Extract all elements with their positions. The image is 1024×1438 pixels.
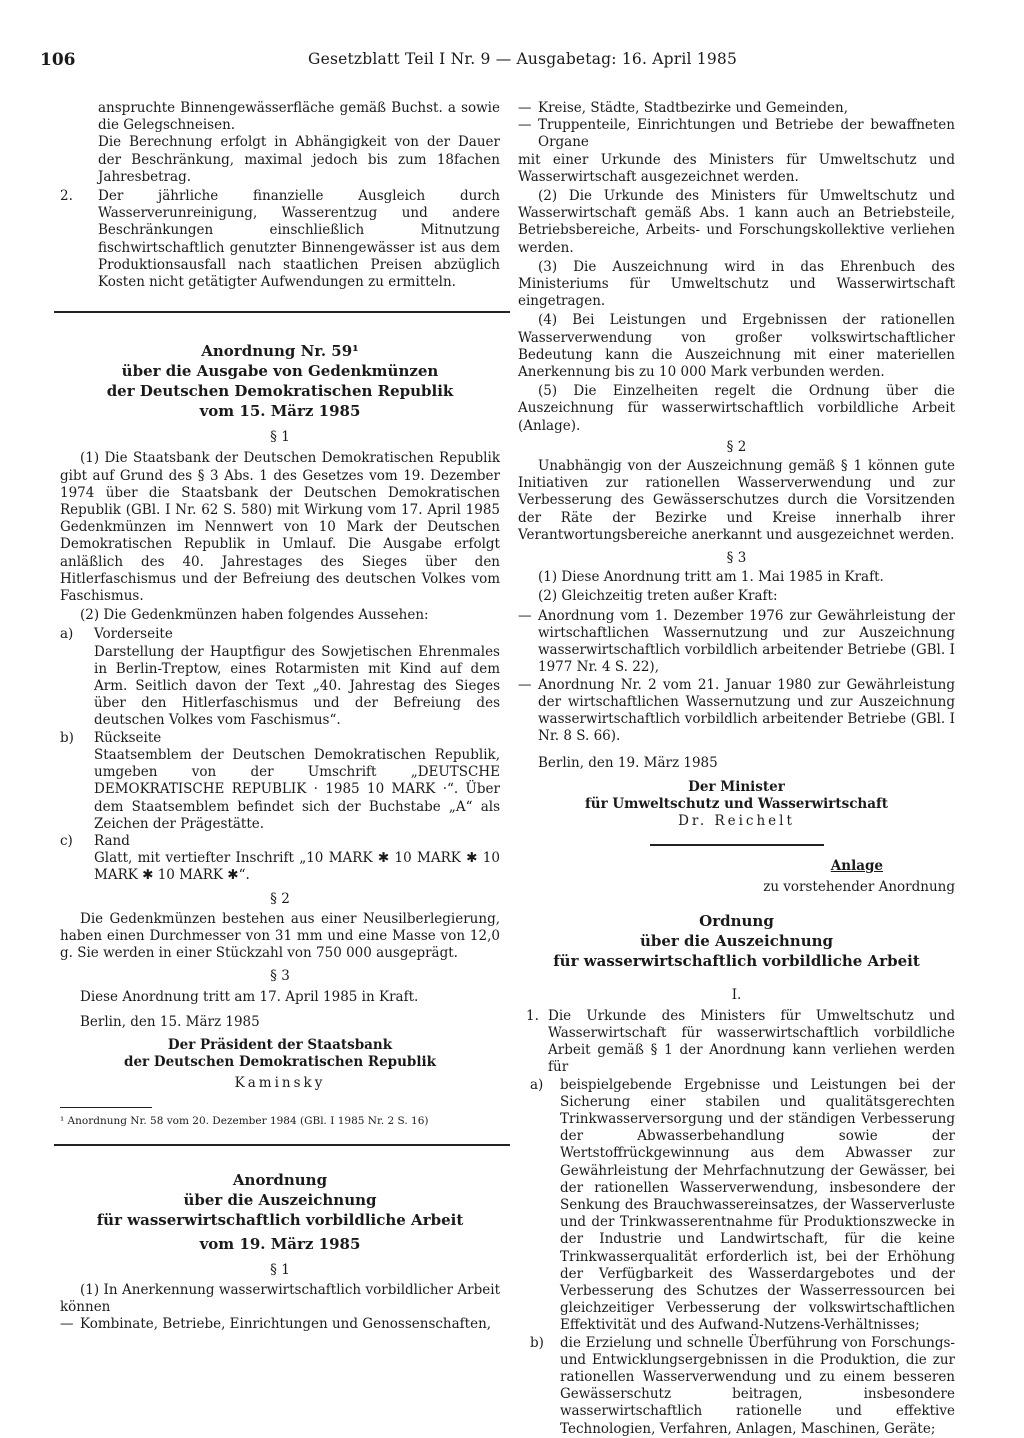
item-heading: Rückseite [94,729,162,746]
item-text: beispielgebende Ergebnisse und Leistungen bei der Sicherung einer stabilen und qualitätsgerechten Trinkwasserversorgung und der ständigen Verbesserung der Abwasserbehandlung sowie der Wertstoffrückgewinnung aus dem Abwasser zur Gewährleistung der Mehrfachnutzung der Gewässer, bei der rationellen Wasserverwendung, insbesondere der Senkung des Brauchwassereinsatzes, der Wasserverluste und der Trinkwasserentnahme für Produktionszwecke in der Industrie und Landwirtschaft, für die keine Trinkwasserqualität erforderlich ist, bei der Erhöhung der Verfügbarkeit des Wasserdargebotes und der Verbesserung des Schutzes der Wasserressourcen bei gleichzeitiger Verbesserung der volkswirtschaftlichen Effektivität und des Aufwand-Nutzens-Verhältnisses; [560,1076,955,1334]
item-text: Anordnung vom 1. Dezember 1976 zur Gewährleistung der wirtschaftlichen Wassernutzung und zur Auszeichnung wasserwirtschaftlich vorbildlich arbeitender Betriebe (GBl. I 1977 Nr. 4 S. 22), [538,607,955,676]
title-line: Anordnung [232,1170,328,1189]
item-heading: Rand [94,832,130,849]
signature-title: Der Minister [688,778,785,795]
paragraph: (2) Gleichzeitig treten außer Kraft: [538,588,778,605]
item-text: Darstellung der Hauptfigur des Sowjetischen Ehrenmales in Berlin-Treptow, eines Rotarmisten mit Kind auf dem Arm. Seitlich davon der Text „40. Jahrestag des Sieges über den Hitlerfaschismus und der Befreiung des deutschen Volkes vom Faschismus“. [94,643,500,729]
paragraph: (3) Die Auszeichnung wird in das Ehrenbuch des Ministeriums für Umweltschutz und Wasserwirtschaft eingetragen. [518,258,955,310]
dash-marker: — [518,607,532,624]
paragraph: Unabhängig von der Auszeichnung gemäß § 1 können gute Initiativen zur rationellen Wasserverwendung und zur Verbesserung des Gewässerschutzes durch die Vorsitzenden der Räte der Bezirke und Kreise innerhalb ihrer Verantwortungsbereiche anerkannt und ausgezeichnet werden. [518,458,955,543]
section-heading: § 3 [270,968,290,985]
item-label: b) [60,729,74,746]
list-item [60,188,500,291]
list-item [518,117,955,151]
list-item [60,730,500,833]
section-divider [650,844,824,846]
list-item [518,1335,955,1438]
anordnung-award-title [60,1170,500,1254]
paragraph: (1) Diese Anordnung tritt am 1. Mai 1985 in Kraft. [538,569,884,586]
list-item [60,833,500,885]
item-text: Anordnung Nr. 2 vom 21. Januar 1980 zur Gewährleistung der wirtschaftlichen Wassernutzung und zur Auszeichnung wasserwirtschaftlich vorbildlich arbeitender Betriebe (GBl. I Nr. 8 S. 66). [538,676,955,745]
place-date: Berlin, den 15. März 1985 [80,1013,260,1030]
paragraph: (2) Die Gedenkmünzen haben folgendes Aussehen: [80,607,429,624]
item-text: Staatsemblem der Deutschen Demokratischen Republik, umgeben von der Umschrift „DEUTSCHE DEMOKRATISCHE REPUBLIK · 1985 10 MARK ·“. Über dem Staatsemblem befindet sich der Buchstabe „A“ als Zeichen der Prägestätte. [94,746,500,832]
footnote-rule [60,1107,152,1108]
place-date: Berlin, den 19. März 1985 [538,755,718,772]
item-label: a) [530,1076,544,1093]
page-number: 106 [40,50,76,70]
section-heading: § 1 [270,1261,290,1278]
right-column [518,100,955,1438]
title-line: vom 19. März 1985 [199,1234,361,1253]
paragraph: (2) Die Urkunde des Ministers für Umweltschutz und Wasserwirtschaft gemäß Abs. 1 kann auch an Betriebsteile, Betriebsbereiche, Arbeits- und Forschungskollektive verliehen werden. [518,188,955,256]
anlage-subtitle: zu vorstehender Anordnung [763,879,955,896]
title-line: über die Ausgabe von Gedenkmünzen [121,362,439,381]
paragraph: Diese Anordnung tritt am 17. April 1985 in Kraft. [80,988,419,1005]
paragraph: mit einer Urkunde des Ministers für Umweltschutz und Wasserwirtschaft ausgezeichnet werden. [518,151,955,185]
section-heading: § 2 [726,438,747,455]
title-line: für wasserwirtschaftlich vorbildliche Arbeit [553,951,920,970]
paragraph: (1) Die Staatsbank der Deutschen Demokratischen Republik gibt auf Grund des § 3 Abs. 1 des Gesetzes vom 19. Dezember 1974 über die Staatsbank der Deutschen Demokratischen Republik (GBl. I Nr. 62 S. 580) mit Wirkung vom 17. April 1985 Gedenkmünzen im Nennwert von 10 Mark der Deutschen Demokratischen Republik in Umlauf. Die Ausgabe erfolgt anläßlich des 40. Jahrestages des Sieges über den Hitlerfaschismus und der Befreiung des deutschen Volkes vom Faschismus. [60,450,500,605]
title-line: für wasserwirtschaftlich vorbildliche Arbeit [96,1210,464,1229]
dash-marker: — [518,117,532,134]
list-item [518,608,955,677]
list-item [518,1077,955,1335]
item-number: 1. [526,1007,539,1024]
ordnung-title [518,911,955,971]
roman-heading: I. [731,986,742,1003]
paragraph: (5) Die Einzelheiten regelt die Ordnung über die Auszeichnung für wasserwirtschaftlich vorbildliche Arbeit (Anlage). [518,383,955,434]
title-line: vom 15. März 1985 [199,402,361,421]
list-item [518,677,955,746]
item-label: c) [60,832,73,849]
section-heading: § 3 [726,550,747,567]
title-line: über die Auszeichnung [183,1190,377,1209]
continued-text-a: anspruchte Binnengewässerfläche gemäß Buchst. a sowie die Gelegschneisen. [98,100,500,134]
continued-text-b: Die Berechnung erfolgt in Abhängigkeit von der Dauer der Beschränkung, maximal jedoch bis zum 18fachen Jahresbetrag. [98,134,500,185]
list-item [518,100,955,117]
section-heading: § 1 [270,429,290,446]
signature-title: Der Präsident der Staatsbank [167,1036,393,1053]
dash-marker: — [518,676,532,693]
item-text: die Erzielung und schnelle Überführung von Forschungs- und Entwicklungsergebnissen in die Produktion, die zur rationellen Wasserverwendung und zu einem besseren Gewässerschutz beitragen, insbesondere wasserwirtschaftlich rationelle und effektive Technologien, Verfahren, Anlagen, Maschinen, Geräte; [560,1334,955,1437]
item-text: Der jährliche finanzielle Ausgleich durch Wasserverunreinigung, Wasserentzug und andere Beschränkungen einschließlich Mitnutzung fischwirtschaftlich genutzter Binnengewässer ist aus dem Produktionsausfall nach staatlichen Preisen abzüglich Kosten nicht getätigter Aufwendungen zu ermitteln. [98,188,500,291]
anordnung-59-title [60,341,500,421]
signature-name: Dr. Reichelt [678,812,795,829]
title-line: Ordnung [699,911,774,930]
list-item [60,1316,500,1333]
paragraph: (4) Bei Leistungen und Ergebnissen der rationellen Wasserverwendung von großer volkswirtschaftlicher Bedeutung kann die Auszeichnung mit einer materiellen Anerkennung bis zu 10 000 Mark verbunden werden. [518,312,955,381]
item-number: 2. [60,188,73,205]
signature-name: Kaminsky [234,1075,326,1092]
section-divider [54,311,510,313]
title-line: Anordnung Nr. 59¹ [201,342,359,361]
signature-title: für Umweltschutz und Wasserwirtschaft [584,795,889,812]
paragraph: Die Gedenkmünzen bestehen aus einer Neusilberlegierung, haben einen Durchmesser von 31 mm und eine Masse von 12,0 g. Sie werden in einer Stückzahl von 750 000 ausgeprägt. [60,910,500,962]
list-item [60,626,500,729]
list-item [518,1008,955,1077]
item-text: Truppenteile, Einrichtungen und Betriebe der bewaffneten Organe [538,117,955,151]
item-label: a) [60,626,74,643]
item-text: Kombinate, Betriebe, Einrichtungen und Genossenschaften, [80,1316,492,1333]
item-text: Kreise, Städte, Stadtbezirke und Gemeinden, [538,100,848,116]
signature-title: der Deutschen Demokratischen Republik [124,1054,436,1071]
title-line: der Deutschen Demokratischen Republik [106,382,454,401]
anlage-heading [518,858,955,875]
item-text: Die Urkunde des Ministers für Umweltschutz und Wasserwirtschaft für wasserwirtschaftlich vorbildliche Arbeit gemäß § 1 der Anordnung kann verliehen werden für [548,1007,955,1076]
item-label: b) [530,1334,544,1351]
left-column [60,100,500,1333]
header-title: Gesetzblatt Teil I Nr. 9 — Ausgabetag: 16. April 1985 [308,50,738,68]
title-line: über die Auszeichnung [639,931,833,950]
section-heading: § 2 [270,890,290,907]
anlage-label: Anlage [830,858,883,875]
dash-marker: — [518,100,532,116]
item-heading: Vorderseite [94,626,173,643]
paragraph: (1) In Anerkennung wasserwirtschaftlich vorbildlicher Arbeit können [60,1281,500,1315]
footnote: ¹ Anordnung Nr. 58 vom 20. Dezember 1984 (GBl. I 1985 Nr. 2 S. 16) [60,1114,429,1127]
item-text: Glatt, mit vertiefter Inschrift „10 MARK ✱ 10 MARK ✱ 10 MARK ✱ 10 MARK ✱“. [94,850,500,884]
dash-marker: — [60,1316,74,1333]
page-header [40,50,980,74]
section-divider [54,1144,510,1146]
